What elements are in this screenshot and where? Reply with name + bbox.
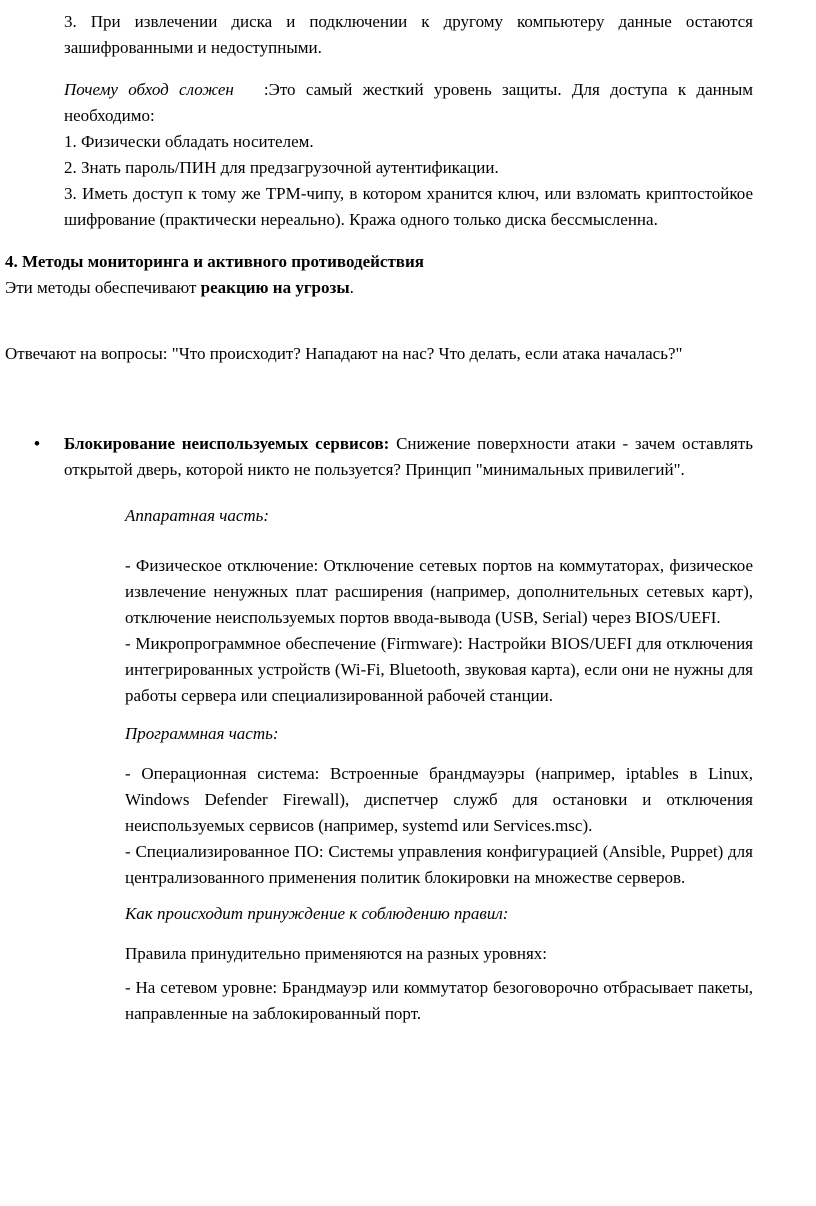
bullet-bold-run: Блокирование неиспользуемых сервисов:	[64, 434, 390, 453]
paragraph-hardware-physical-text: - Физическое отключение: Отключение сетевых портов на коммутаторах, физическое извлечение ненужных плат расширения (например, дополнительных сетевых карт), отключение неиспользуемых портов ввода-вывода (USB, Serial) через BIOS/UEFI.	[125, 556, 753, 627]
section4-intro-post: .	[349, 278, 354, 297]
paragraph-enforcement-network	[125, 975, 753, 1027]
paragraph-software-specialized	[125, 839, 753, 891]
subsection-hardware-title-text: Аппаратная часть:	[125, 506, 270, 525]
why-bypass-italic-run: Почему обход сложен	[64, 80, 234, 99]
paragraph-enforcement-levels-text: Правила принудительно применяются на разных уровнях:	[125, 944, 547, 963]
paragraph-enforcement-network-text: - На сетевом уровне: Брандмауэр или коммутатор безоговорочно отбрасывает пакеты, направленные на заблокированный порт.	[125, 978, 753, 1023]
paragraph-disk-extraction	[64, 9, 753, 61]
section4-intro-pre: Эти методы обеспечивают	[5, 278, 201, 297]
section4-intro-bold-run: реакцию на угрозы	[200, 278, 350, 297]
requirement-3-text: 3. Иметь доступ к тому же TPM-чипу, в котором хранится ключ, или взломать криптостойкое шифрование (практически нереально). Кража одного только диска бессмысленна.	[64, 184, 753, 229]
bullet-icon: •	[34, 434, 40, 453]
bullet-item-service-blocking	[34, 431, 753, 483]
paragraph-why-bypass-hard	[64, 77, 753, 129]
requirement-1-text: 1. Физически обладать носителем.	[64, 132, 314, 151]
paragraph-questions	[5, 341, 753, 367]
paragraph-hardware-physical	[125, 553, 753, 631]
paragraph-software-specialized-text: - Специализированное ПО: Системы управления конфигурацией (Ansible, Puppet) для централизованного применения политик блокировки на множестве серверов.	[125, 842, 753, 887]
paragraph-enforcement-levels	[125, 941, 753, 967]
subsection-software-title-text: Программная часть:	[125, 724, 279, 743]
paragraph-hardware-firmware	[125, 631, 753, 709]
subsection-enforcement-title	[125, 901, 753, 927]
subsection-software-title	[125, 721, 753, 747]
paragraph-software-os	[125, 761, 753, 839]
paragraph-hardware-firmware-text: - Микропрограммное обеспечение (Firmware): Настройки BIOS/UEFI для отключения интегрированных устройств (Wi-Fi, Bluetooth, звуковая карта), если они не нужны для работы сервера или специализированной рабочей станции.	[125, 634, 753, 705]
paragraph-questions-text: Отвечают на вопросы: "Что происходит? Нападают на нас? Что делать, если атака началась?"	[5, 344, 683, 363]
paragraph-software-os-text: - Операционная система: Встроенные брандмауэры (например, iptables в Linux, Windows Defender Firewall), диспетчер служб для остановки и отключения неиспользуемых сервисов (например, systemd или Services.msc).	[125, 764, 753, 835]
subsection-hardware-title	[125, 503, 753, 529]
list-item-requirement-3	[64, 181, 753, 233]
list-item-requirement-2	[64, 155, 753, 181]
why-bypass-rest-run: :Это самый жесткий уровень защиты. Для доступа к данным необходимо:	[64, 80, 754, 125]
requirement-2-text: 2. Знать пароль/ПИН для предзагрузочной аутентификации.	[64, 158, 499, 177]
paragraph-disk-extraction-text: 3. При извлечении диска и подключении к другому компьютеру данные остаются зашифрованными и недоступными.	[64, 12, 753, 57]
subsection-enforcement-title-text: Как происходит принуждение к соблюдению правил:	[125, 904, 509, 923]
list-item-requirement-1	[64, 129, 753, 155]
section-4-heading-text: 4. Методы мониторинга и активного противодействия	[5, 252, 424, 271]
paragraph-section4-intro	[5, 275, 753, 301]
bullet-rest-run: Снижение поверхности атаки - зачем оставлять открытой дверь, которой никто не пользуется? Принцип "минимальных привилегий".	[64, 434, 753, 479]
section-4-heading	[5, 249, 753, 275]
